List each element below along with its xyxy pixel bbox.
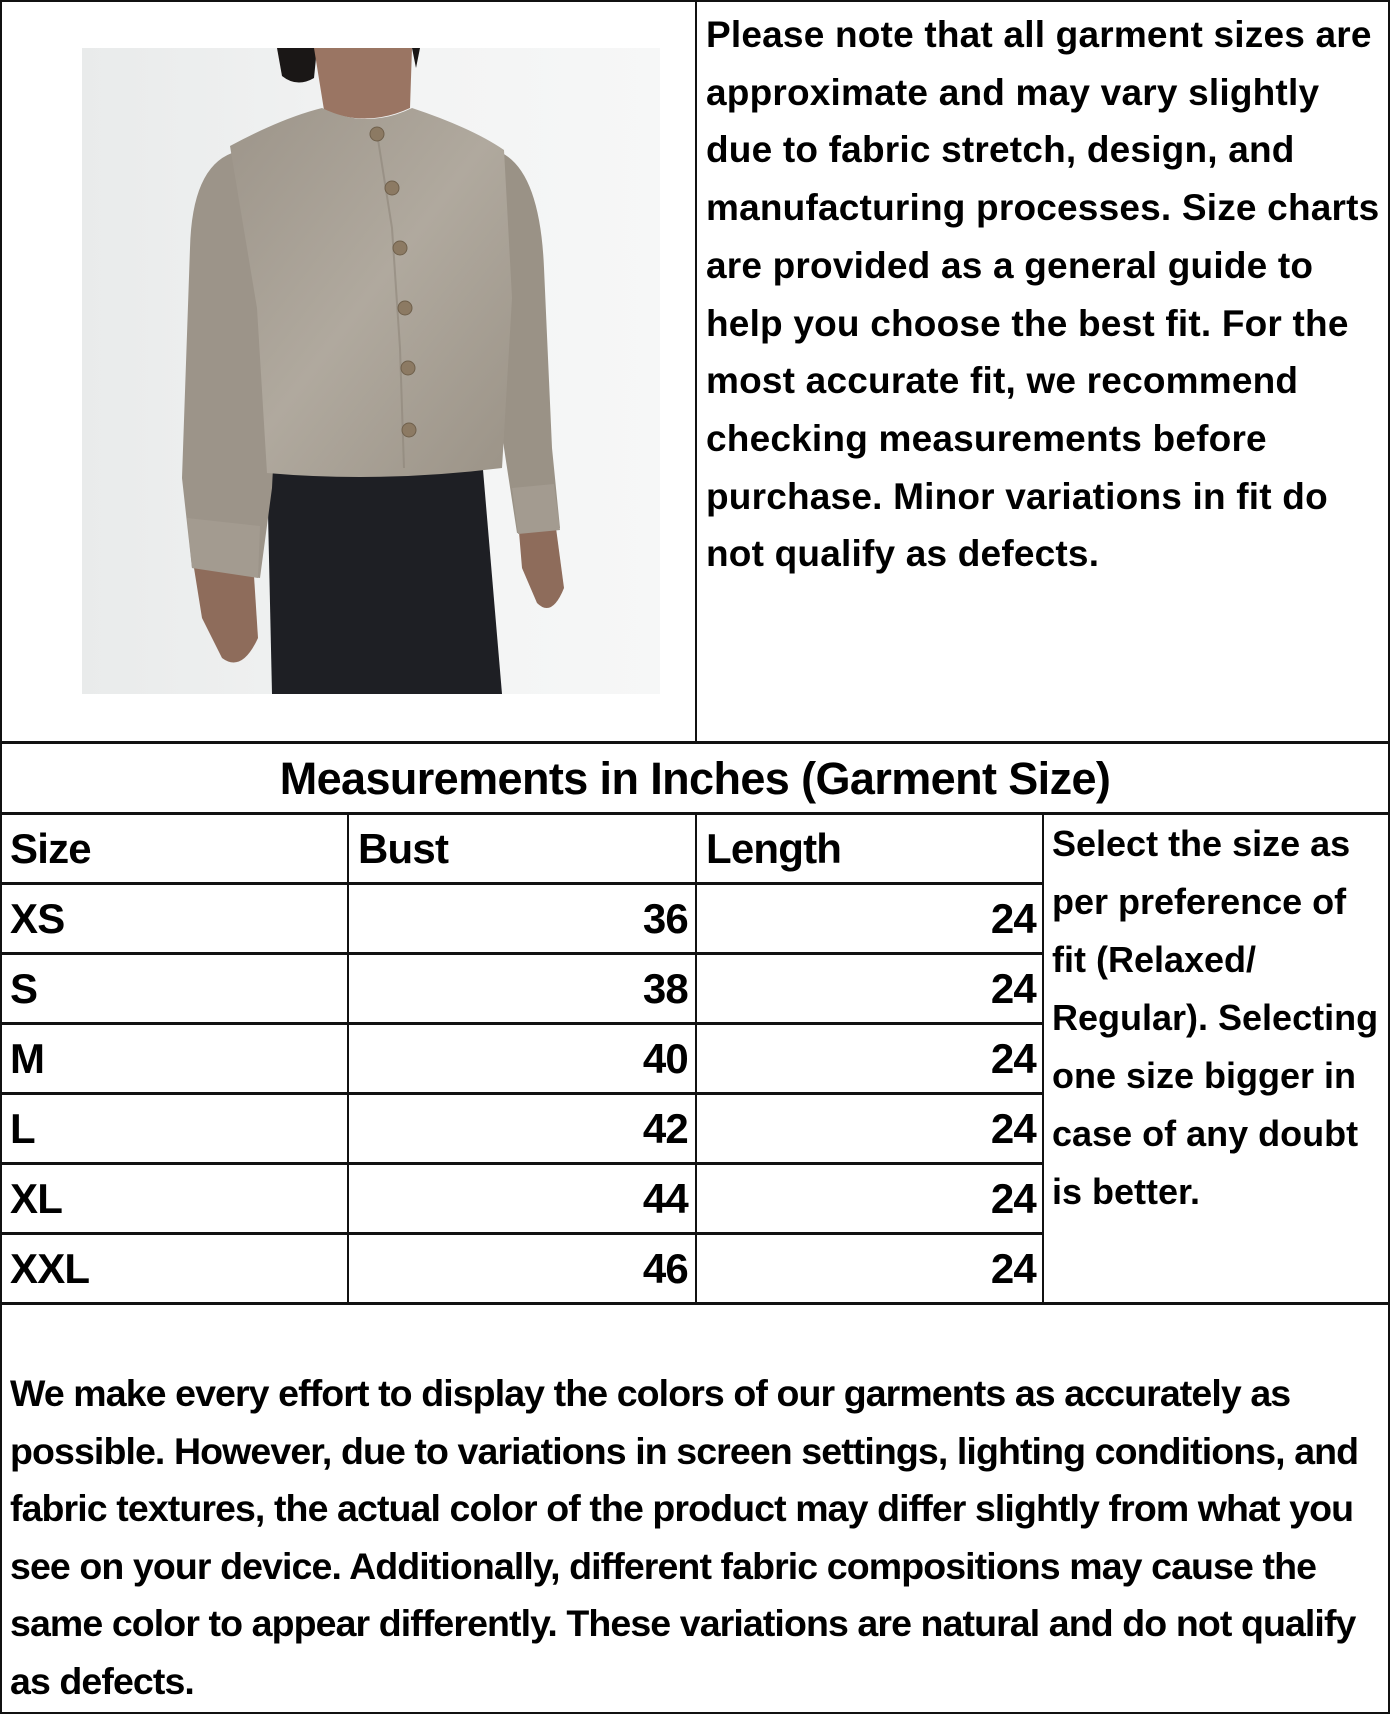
size-cell: S <box>10 965 38 1012</box>
bust-cell: 42 <box>642 1105 688 1152</box>
bust-cell: 36 <box>642 895 688 942</box>
bust-cell: 44 <box>642 1175 688 1222</box>
color-disclaimer: We make every effort to display the colors of our garments as accurately as possible. However, due to variations in screen settings, lighting conditions, and fabric textures, the actual color of the product may differ slightly from what you see on your device. Additionally, different fabric compositions may cause the same color to appear differently. These variations are natural and do not qualify as defects. <box>10 1372 1359 1702</box>
column-header-length: Length <box>706 825 842 872</box>
column-divider-size-bust <box>347 813 349 1303</box>
length-cell: 24 <box>990 1035 1036 1082</box>
size-cell: XXL <box>10 1245 90 1292</box>
size-selection-note: Select the size as per preference of fit (Relaxed/ Regular). Selecting one size bigger in case of any doubt is better. <box>1052 823 1379 1212</box>
size-cell: L <box>10 1105 35 1152</box>
size-cell: XL <box>10 1175 63 1222</box>
size-cell: XS <box>10 895 65 942</box>
column-header-bust: Bust <box>358 825 449 872</box>
length-cell: 24 <box>990 1105 1036 1152</box>
column-divider-length-note <box>1042 813 1044 1303</box>
column-divider-bust-length <box>695 813 697 1303</box>
product-photo-cell <box>2 2 696 742</box>
table-title: Measurements in Inches (Garment Size) <box>279 753 1111 804</box>
size-cell: M <box>10 1035 45 1082</box>
length-cell: 24 <box>990 1175 1036 1222</box>
product-photo <box>82 48 660 694</box>
column-header-size: Size <box>10 825 91 872</box>
length-cell: 24 <box>990 965 1036 1012</box>
length-cell: 24 <box>990 895 1036 942</box>
bust-cell: 40 <box>642 1035 688 1082</box>
model-shirt-illustration <box>82 48 660 694</box>
length-cell: 24 <box>990 1245 1036 1292</box>
bust-cell: 38 <box>642 965 688 1012</box>
sizing-disclaimer: Please note that all garment sizes are approximate and may vary slightly due to fabric stretch, design, and manufacturing processes. Size charts are provided as a general guide to help you choose the best fit. For the most accurate fit, we recommend checking measurements before purchase. Minor variations in fit do not qualify as defects. <box>706 14 1380 575</box>
bust-cell: 46 <box>642 1245 688 1292</box>
